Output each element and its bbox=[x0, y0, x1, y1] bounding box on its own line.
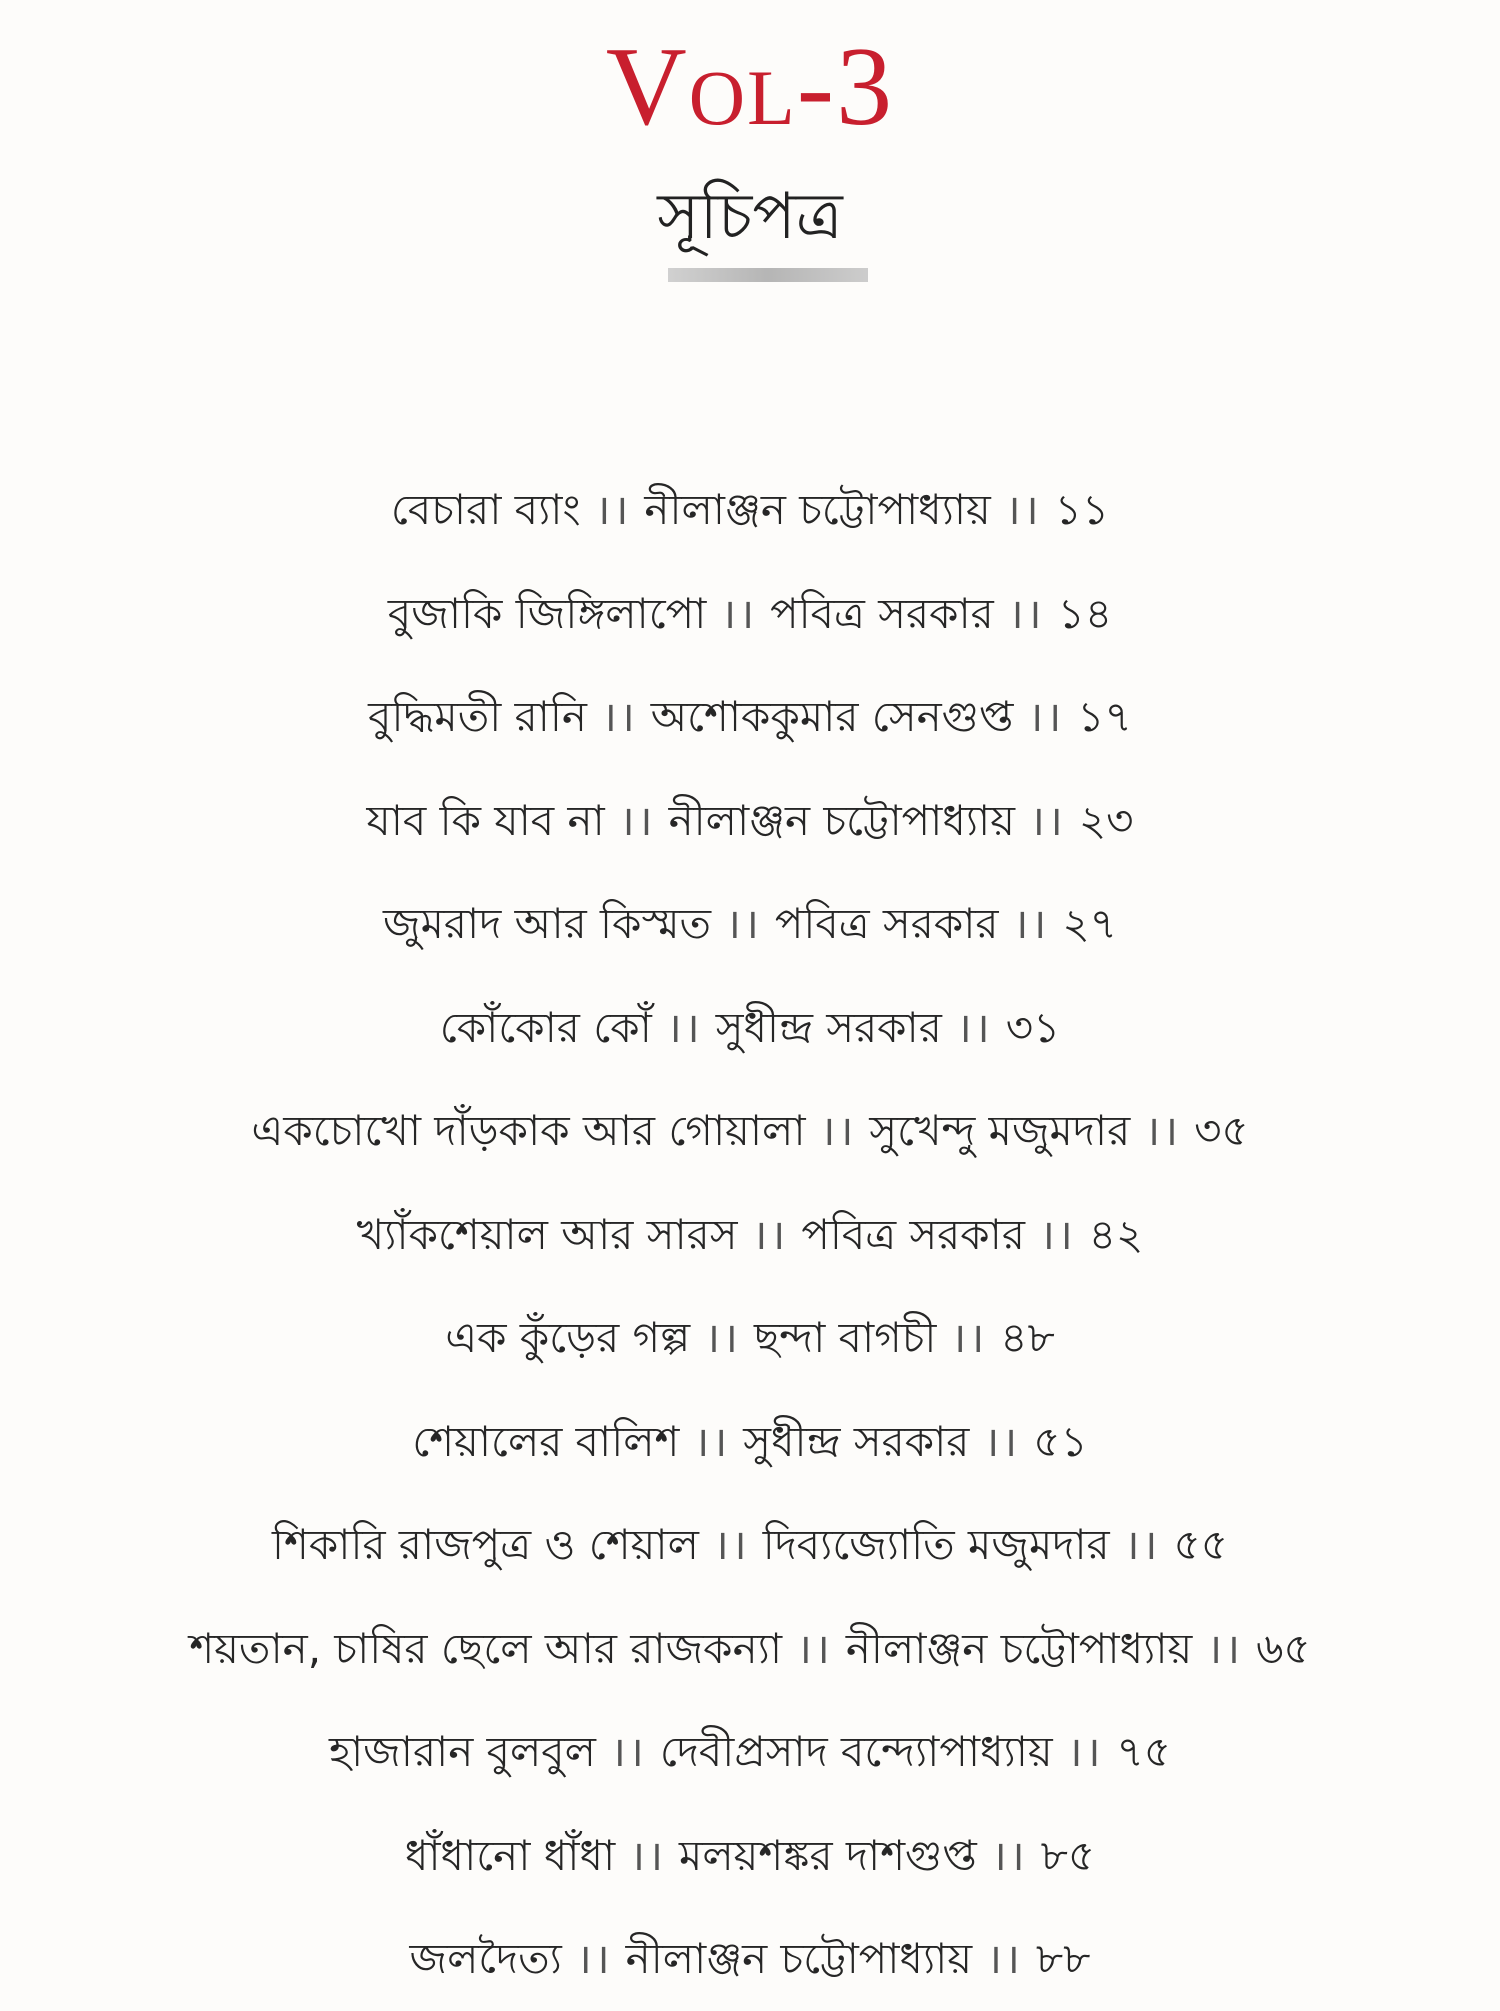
separator: ।। bbox=[618, 795, 655, 845]
entry-author: অশোককুমার সেনগুপ্ত bbox=[650, 692, 1014, 741]
entry-title: শিকারি রাজপুত্র ও শেয়াল bbox=[272, 1520, 699, 1569]
separator: ।। bbox=[609, 1727, 646, 1776]
entry-title: বেচারা ব্যাং bbox=[390, 485, 581, 534]
toc-entry bbox=[0, 1183, 1500, 1287]
entry-author: নীলাঞ্জন চট্টোপাধ্যায় bbox=[644, 485, 991, 534]
entry-author: দেবীপ্রসাদ বন্দ্যোপাধ্যায় bbox=[659, 1727, 1053, 1776]
entry-title: এক কুঁড়ের গল্প bbox=[445, 1313, 691, 1362]
table-of-contents bbox=[0, 458, 1500, 2011]
entry-author: সুখেন্দু মজুমদার bbox=[869, 1106, 1131, 1155]
volume-title: Vol-3 bbox=[605, 25, 895, 149]
entry-page: ৭৫ bbox=[1116, 1727, 1172, 1776]
entry-page: ৪৮ bbox=[1000, 1313, 1055, 1362]
entry-author: সুধীন্দ্র সরকার bbox=[743, 1416, 970, 1466]
entry-page: ৫১ bbox=[1033, 1416, 1088, 1466]
separator: ।। bbox=[950, 1313, 987, 1362]
entry-title: বুদ্ধিমতী রানি bbox=[368, 692, 587, 741]
separator: ।। bbox=[1038, 1209, 1075, 1259]
separator: ।। bbox=[983, 1416, 1020, 1466]
separator: ।। bbox=[693, 1416, 730, 1466]
separator: ।। bbox=[720, 588, 757, 638]
entry-title: একচোখো দাঁড়কাক আর গোয়ালা bbox=[251, 1106, 806, 1155]
separator: ।। bbox=[990, 1830, 1027, 1880]
separator: ।। bbox=[1066, 1727, 1103, 1776]
entry-page: ২৭ bbox=[1062, 899, 1117, 948]
separator: ।। bbox=[575, 1934, 612, 1983]
toc-entry bbox=[0, 1493, 1500, 1597]
entry-author: নীলাঞ্জন চট্টোপাধ্যায় bbox=[625, 1934, 973, 1983]
separator: ।। bbox=[704, 1313, 740, 1362]
separator: ।। bbox=[751, 1209, 788, 1259]
entry-page: ৩১ bbox=[1005, 1002, 1061, 1052]
entry-author: দিব্যজ্যোতি মজুমদার bbox=[762, 1520, 1110, 1569]
separator: ।। bbox=[796, 1623, 832, 1673]
separator: ।। bbox=[665, 1002, 702, 1052]
entry-title: কোঁকোর কোঁ bbox=[439, 1002, 652, 1052]
entry-title: শয়তান, চাষির ছেলে আর রাজকন্যা bbox=[189, 1623, 782, 1673]
toc-entry bbox=[0, 562, 1500, 666]
entry-title: হাজারান বুলবুল bbox=[328, 1727, 596, 1776]
separator: ।। bbox=[629, 1830, 666, 1880]
toc-entry bbox=[0, 1390, 1500, 1494]
entry-page: ১৪ bbox=[1057, 588, 1113, 638]
separator: ।। bbox=[600, 692, 637, 741]
separator: ।। bbox=[1012, 899, 1049, 948]
entry-title: শেয়ালের বালিশ bbox=[412, 1416, 680, 1466]
entry-page: ৩৫ bbox=[1194, 1106, 1249, 1155]
toc-entry bbox=[0, 872, 1500, 976]
entry-author: নীলাঞ্জন চট্টোপাধ্যায় bbox=[668, 795, 1015, 845]
separator: ।। bbox=[1007, 588, 1044, 638]
entry-title: ধাঁধানো ধাঁধা bbox=[404, 1830, 616, 1880]
separator: ।। bbox=[1027, 692, 1064, 741]
separator: ।। bbox=[1028, 795, 1065, 845]
toc-entry bbox=[0, 665, 1500, 769]
separator: ।। bbox=[1144, 1106, 1181, 1155]
entry-author: পবিত্র সরকার bbox=[770, 588, 994, 638]
entry-page: ২৩ bbox=[1078, 795, 1134, 845]
entry-author: পবিত্র সরকার bbox=[801, 1209, 1025, 1259]
entry-page: ৮৮ bbox=[1035, 1934, 1091, 1983]
entry-author: নীলাঞ্জন চট্টোপাধ্যায় bbox=[845, 1623, 1193, 1673]
entry-title: যাব কি যাব না bbox=[366, 795, 605, 845]
entry-title: বুজাকি জিঙ্গিলাপো bbox=[387, 588, 707, 638]
separator: ।। bbox=[1206, 1623, 1243, 1673]
toc-entry bbox=[0, 769, 1500, 873]
toc-entry bbox=[0, 1804, 1500, 1908]
entry-page: ৬৫ bbox=[1256, 1623, 1311, 1673]
toc-entry bbox=[0, 976, 1500, 1080]
separator: ।। bbox=[725, 899, 761, 948]
toc-entry bbox=[0, 1079, 1500, 1183]
entry-page: ৫৫ bbox=[1173, 1520, 1228, 1569]
toc-entry bbox=[0, 1597, 1500, 1701]
separator: ।। bbox=[1004, 485, 1041, 534]
entry-page: ৪২ bbox=[1088, 1209, 1144, 1259]
separator: ।। bbox=[955, 1002, 992, 1052]
entry-page: ৮৫ bbox=[1040, 1830, 1096, 1880]
toc-entry bbox=[0, 1700, 1500, 1804]
contents-heading: সূচিপত্র bbox=[657, 180, 843, 254]
entry-author: মলয়শঙ্কর দাশগুপ্ত bbox=[679, 1830, 977, 1880]
separator: ।। bbox=[594, 485, 631, 534]
separator: ।। bbox=[986, 1934, 1022, 1983]
entry-page: ১১ bbox=[1054, 485, 1110, 534]
toc-entry bbox=[0, 1907, 1500, 2011]
entry-page: ১৭ bbox=[1077, 692, 1132, 741]
entry-title: খ্যাঁকশেয়াল আর সারস bbox=[356, 1209, 738, 1259]
entry-title: জুমরাদ আর কিস্মত bbox=[383, 899, 712, 948]
entry-author: সুধীন্দ্র সরকার bbox=[715, 1002, 942, 1052]
separator: ।। bbox=[819, 1106, 856, 1155]
entry-author: পবিত্র সরকার bbox=[774, 899, 999, 948]
toc-entry bbox=[0, 1286, 1500, 1390]
entry-author: ছন্দা বাগচী bbox=[753, 1313, 937, 1362]
separator: ।। bbox=[712, 1520, 749, 1569]
separator: ।। bbox=[1123, 1520, 1160, 1569]
toc-entry bbox=[0, 458, 1500, 562]
entry-title: জলদৈত্য bbox=[409, 1934, 562, 1983]
heading-underline bbox=[668, 268, 868, 282]
